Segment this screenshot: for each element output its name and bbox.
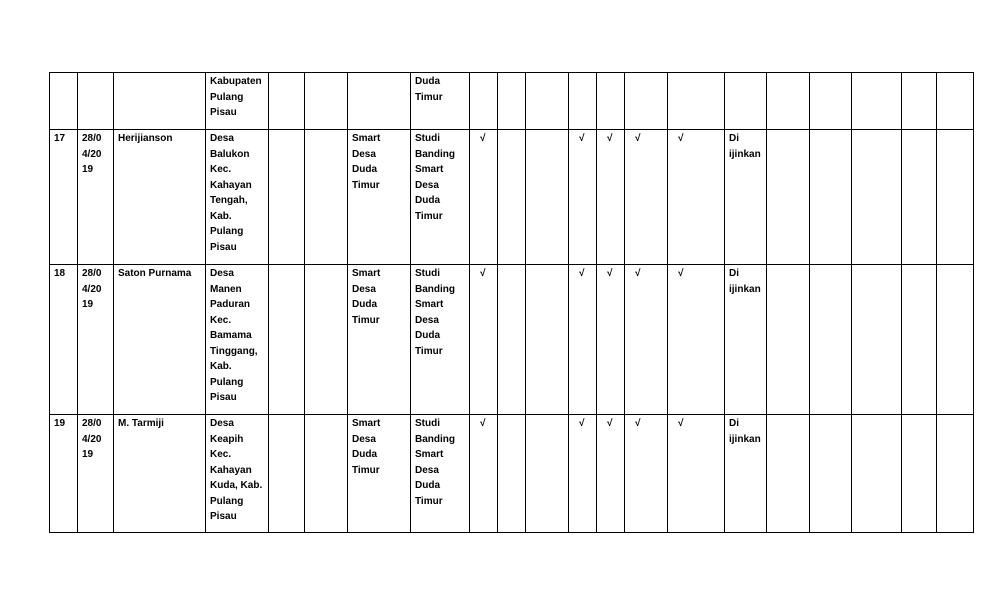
- visitor-name-cell: Herijianson: [114, 130, 206, 265]
- status-cell: Di ijinkan: [725, 415, 767, 533]
- checkmark-cell: √: [470, 130, 498, 265]
- permit-table: [49, 72, 974, 533]
- address-cell: Desa Keapih Kec. Kahayan Kuda, Kab. Pulang Pisau: [206, 415, 269, 533]
- status-cell: Di ijinkan: [725, 265, 767, 415]
- checkmark-cell: √: [625, 130, 668, 265]
- row-number-cell: 17: [50, 130, 78, 265]
- checkmark-cell: √: [668, 130, 725, 265]
- checkmark-cell: √: [668, 415, 725, 533]
- checkmark-cell: √: [668, 265, 725, 415]
- checkmark-cell: √: [597, 265, 625, 415]
- address-cell: Desa Manen Paduran Kec. Bamama Tinggang, Kab. Pulang Pisau: [206, 265, 269, 415]
- checkmark-cell: [470, 73, 498, 130]
- date-cell: 28/0 4/20 19: [78, 130, 114, 265]
- empty-cell: [810, 73, 852, 130]
- checkmark-cell: √: [569, 130, 597, 265]
- checkmark-cell: [526, 415, 569, 533]
- empty-cell: [269, 415, 305, 533]
- destination-cell: [348, 73, 411, 130]
- date-cell: 28/0 4/20 19: [78, 265, 114, 415]
- checkmark-cell: [498, 73, 526, 130]
- empty-cell: [269, 265, 305, 415]
- checkmark-cell: √: [569, 415, 597, 533]
- empty-cell: [937, 73, 974, 130]
- empty-cell: [305, 265, 348, 415]
- checkmark-cell: √: [625, 265, 668, 415]
- empty-cell: [852, 415, 902, 533]
- table-row: [50, 73, 974, 130]
- empty-cell: [937, 415, 974, 533]
- checkmark-cell: [625, 73, 668, 130]
- visitor-name-cell: Saton Purnama: [114, 265, 206, 415]
- date-cell: [78, 73, 114, 130]
- empty-cell: [902, 415, 937, 533]
- checkmark-cell: [498, 130, 526, 265]
- purpose-cell: Studi Banding Smart Desa Duda Timur: [411, 415, 470, 533]
- empty-cell: [852, 130, 902, 265]
- empty-cell: [852, 73, 902, 130]
- checkmark-cell: √: [470, 415, 498, 533]
- empty-cell: [269, 73, 305, 130]
- empty-cell: [937, 130, 974, 265]
- row-number-cell: [50, 73, 78, 130]
- address-cell: Kabupaten Pulang Pisau: [206, 73, 269, 130]
- purpose-cell: Studi Banding Smart Desa Duda Timur: [411, 130, 470, 265]
- empty-cell: [902, 130, 937, 265]
- table-row: [50, 415, 974, 533]
- empty-cell: [767, 73, 810, 130]
- empty-cell: [767, 265, 810, 415]
- address-cell: Desa Balukon Kec. Kahayan Tengah, Kab. Pulang Pisau: [206, 130, 269, 265]
- date-cell: 28/0 4/20 19: [78, 415, 114, 533]
- destination-cell: Smart Desa Duda Timur: [348, 415, 411, 533]
- destination-cell: Smart Desa Duda Timur: [348, 130, 411, 265]
- empty-cell: [937, 265, 974, 415]
- purpose-cell: Duda Timur: [411, 73, 470, 130]
- checkmark-cell: √: [569, 265, 597, 415]
- empty-cell: [269, 130, 305, 265]
- empty-cell: [767, 130, 810, 265]
- row-number-cell: 19: [50, 415, 78, 533]
- empty-cell: [902, 265, 937, 415]
- empty-cell: [810, 265, 852, 415]
- checkmark-cell: √: [470, 265, 498, 415]
- empty-cell: [902, 73, 937, 130]
- checkmark-cell: √: [597, 130, 625, 265]
- empty-cell: [305, 415, 348, 533]
- row-number-cell: 18: [50, 265, 78, 415]
- table-row: [50, 265, 974, 415]
- status-cell: [725, 73, 767, 130]
- empty-cell: [810, 415, 852, 533]
- checkmark-cell: [526, 130, 569, 265]
- visitor-name-cell: [114, 73, 206, 130]
- empty-cell: [852, 265, 902, 415]
- empty-cell: [305, 73, 348, 130]
- checkmark-cell: [498, 265, 526, 415]
- checkmark-cell: √: [625, 415, 668, 533]
- empty-cell: [305, 130, 348, 265]
- checkmark-cell: [526, 265, 569, 415]
- checkmark-cell: [597, 73, 625, 130]
- destination-cell: Smart Desa Duda Timur: [348, 265, 411, 415]
- checkmark-cell: √: [597, 415, 625, 533]
- checkmark-cell: [668, 73, 725, 130]
- table-row: [50, 130, 974, 265]
- purpose-cell: Studi Banding Smart Desa Duda Timur: [411, 265, 470, 415]
- status-cell: Di ijinkan: [725, 130, 767, 265]
- checkmark-cell: [526, 73, 569, 130]
- checkmark-cell: [498, 415, 526, 533]
- visitor-name-cell: M. Tarmiji: [114, 415, 206, 533]
- empty-cell: [767, 415, 810, 533]
- empty-cell: [810, 130, 852, 265]
- checkmark-cell: [569, 73, 597, 130]
